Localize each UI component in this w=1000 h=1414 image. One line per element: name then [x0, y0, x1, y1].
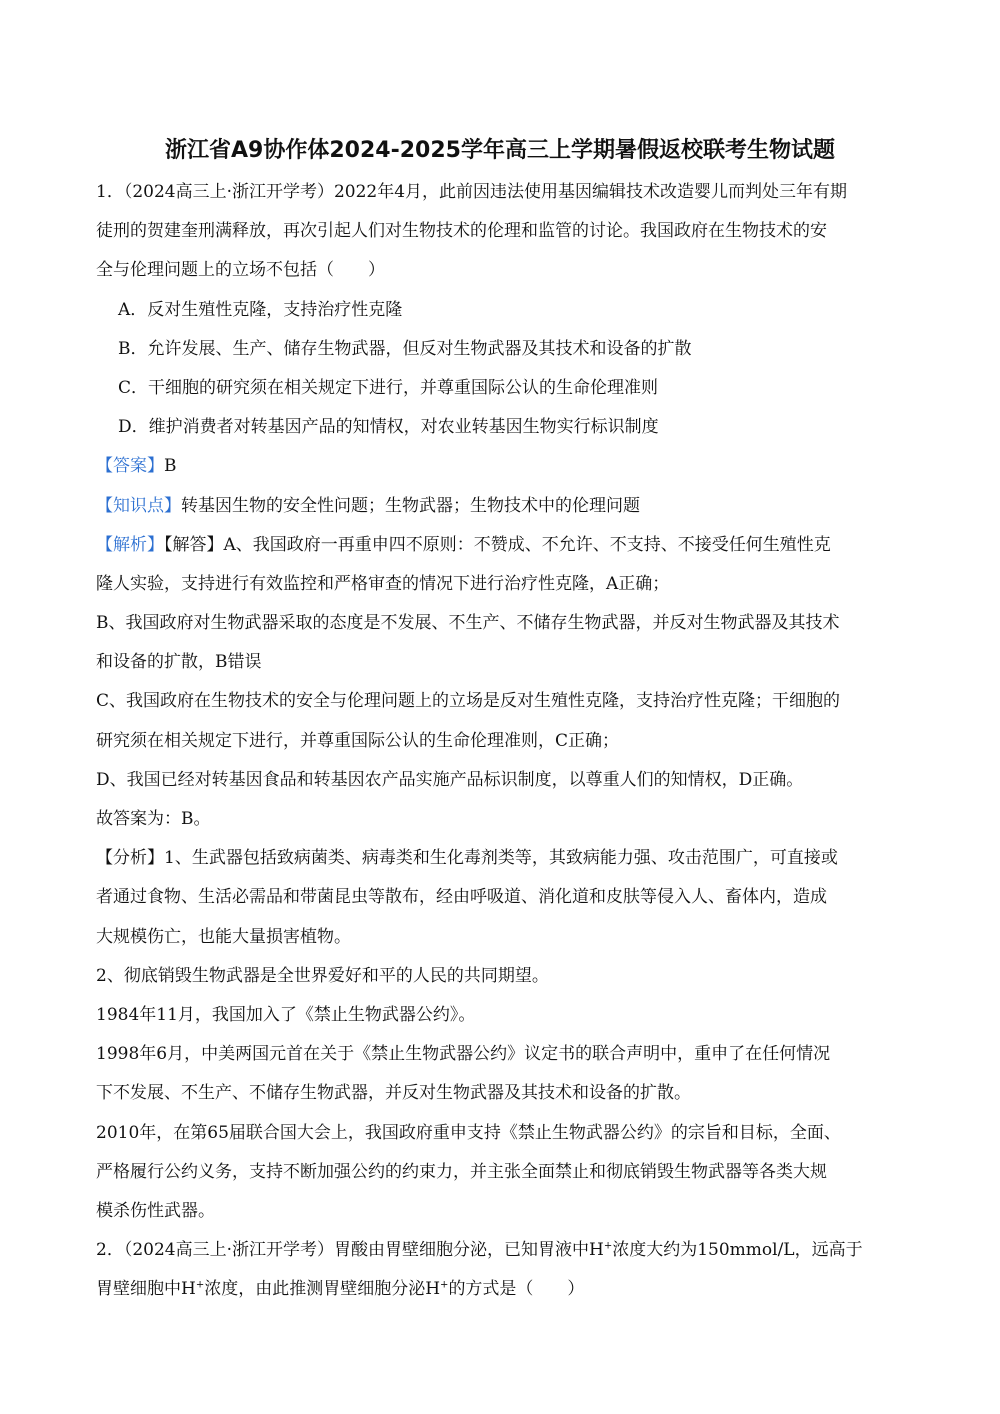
analysis-line: 1998年6月，中美两国元首在关于《禁止生物武器公约》议定书的联合声明中，重申了在任何情况	[96, 1044, 831, 1065]
analysis-line: 隆人实验，支持进行有效监控和严格审查的情况下进行治疗性克隆，A正确；	[96, 573, 670, 594]
answer-value: B	[164, 456, 177, 477]
q1-option-a: A．反对生殖性克隆，支持治疗性克隆	[118, 299, 403, 320]
q2-stem-line	[96, 1270, 906, 1309]
analysis-line: 和设备的扩散，B错误	[96, 652, 262, 673]
analysis-line: B、我国政府对生物武器采取的态度是不发展、不生产、不储存生物武器，并反对生物武器及其技术	[96, 613, 840, 634]
q1-stem-line: 1．（2024高三上·浙江开学考）2022年4月，此前因违法使用基因编辑技术改造婴儿而判处三年有期	[96, 182, 848, 202]
analysis-line: 2、彻底销毁生物武器是全世界爱好和平的人民的共同期望。	[96, 965, 549, 986]
q1-option-b: B．允许发展、生产、储存生物武器，但反对生物武器及其技术和设备的扩散	[118, 338, 692, 359]
analysis-line: 模杀伤性武器。	[96, 1200, 215, 1221]
page-title: 浙江省A9协作体2024-2025学年高三上学期暑假返校联考生物试题	[165, 138, 835, 163]
analysis-line: C、我国政府在生物技术的安全与伦理问题上的立场是反对生殖性克隆，支持治疗性克隆；干细胞的	[96, 691, 841, 712]
analysis-line: 者通过食物、生活必需品和带菌昆虫等散布，经由呼吸道、消化道和皮肤等侵入人、畜体内，造成	[96, 887, 827, 908]
q1-stem-line: 徒刑的贺建奎刑满释放，再次引起人们对生物技术的伦理和监管的讨论。我国政府在生物技术的安	[96, 221, 827, 242]
analysis-line: 2010年，在第65届联合国大会上，我国政府重申支持《禁止生物武器公约》的宗旨和目标，全面、	[96, 1122, 841, 1143]
superscript-plus: +	[195, 1279, 205, 1291]
q2-stem-line	[96, 1231, 906, 1270]
knowledge-value: 转基因生物的安全性问题；生物武器；生物技术中的伦理问题	[181, 495, 640, 516]
question-content	[96, 173, 906, 1309]
q2-text: 的方式是（ ）	[448, 1279, 585, 1300]
analysis-line: 下不发展、不生产、不储存生物武器，并反对生物武器及其技术和设备的扩散。	[96, 1083, 691, 1104]
superscript-plus: +	[440, 1279, 449, 1291]
q1-answer-row	[96, 447, 906, 486]
analysis-line: 【分析】1、生武器包括致病菌类、病毒类和生化毒剂类等，其致病能力强、攻击范围广，可直接或	[96, 848, 838, 869]
analysis-first-line: 【解答】A、我国政府一再重申四不原则：不赞成、不允许、不支持、不接受任何生殖性克	[164, 534, 831, 555]
analysis-line: 严格履行公约义务，支持不断加强公约的约束力，并主张全面禁止和彻底销毁生物武器等各类大规	[96, 1161, 827, 1182]
q1-option-d: D．维护消费者对转基因产品的知情权，对农业转基因生物实行标识制度	[118, 417, 659, 438]
answer-tag: 【答案】	[96, 456, 164, 477]
analysis-line: 研究须在相关规定下进行，并尊重国际公认的生命伦理准则，C正确；	[96, 730, 620, 751]
q2-text: 浓度大约为150mmol/L，远高于	[612, 1240, 863, 1261]
q1-analysis-row	[96, 526, 906, 565]
knowledge-tag: 【知识点】	[96, 495, 181, 516]
analysis-line: 1984年11月，我国加入了《禁止生物武器公约》。	[96, 1004, 476, 1025]
superscript-plus: +	[603, 1240, 613, 1252]
q1-stem-line: 全与伦理问题上的立场不包括（ ）	[96, 260, 385, 281]
q1-knowledge-row	[96, 487, 906, 526]
q2-text: 2．（2024高三上·浙江开学考）胃酸由胃壁细胞分泌，已知胃液中H	[96, 1240, 604, 1261]
q2-text: 浓度，由此推测胃壁细胞分泌H	[204, 1279, 441, 1300]
q1-option-c: C．干细胞的研究须在相关规定下进行，并尊重国际公认的生命伦理准则	[118, 377, 659, 398]
q2-text: 胃壁细胞中H	[96, 1279, 196, 1300]
analysis-line: D、我国已经对转基因食品和转基因农产品实施产品标识制度，以尊重人们的知情权，D正确。	[96, 769, 804, 790]
analysis-line: 故答案为：B。	[96, 809, 211, 829]
analysis-line: 大规模伤亡，也能大量损害植物。	[96, 926, 351, 947]
analysis-tag: 【解析】	[96, 534, 164, 555]
